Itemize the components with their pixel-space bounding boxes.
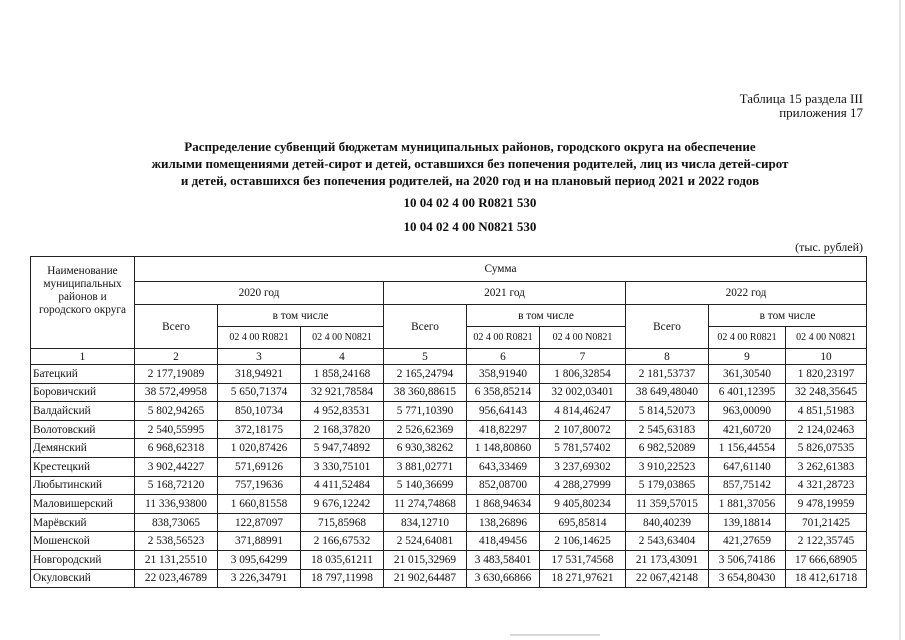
amount-cell: 18 271,97621 [540, 569, 626, 588]
amount-cell: 5 814,52073 [626, 402, 709, 421]
amount-cell: 1 020,87426 [218, 439, 301, 458]
subsidy-table [30, 256, 867, 588]
units-label: (тыс. рублей) [795, 240, 863, 254]
amount-cell: 3 262,61383 [786, 457, 867, 476]
amount-cell: 643,33469 [467, 457, 540, 476]
column-number: 4 [301, 349, 384, 365]
amount-cell: 1 868,94634 [467, 495, 540, 514]
title-line-2: жилыми помещениями детей-сирот и детей, оставшихся без попечения родителей, лиц из числа детей-сирот [151, 156, 789, 171]
amount-cell: 4 814,46247 [540, 402, 626, 421]
scan-artifact [510, 634, 600, 636]
amount-cell: 4 288,27999 [540, 476, 626, 495]
column-number: 6 [467, 349, 540, 365]
amount-cell: 22 067,42148 [626, 569, 709, 588]
header-total-2022: Всего [626, 305, 709, 349]
amount-cell: 21 131,25510 [135, 550, 218, 569]
amount-cell: 2 124,02463 [786, 420, 867, 439]
header-code-n-2020: 02 4 00 N0821 [301, 327, 384, 349]
header-year-2022: 2022 год [626, 282, 867, 305]
column-number: 10 [786, 349, 867, 365]
amount-cell: 122,87097 [218, 513, 301, 532]
amount-cell: 838,73065 [135, 513, 218, 532]
district-name-cell: Маловишерский [31, 495, 135, 514]
amount-cell: 695,85814 [540, 513, 626, 532]
amount-cell: 850,10734 [218, 402, 301, 421]
document-title [90, 138, 850, 189]
amount-cell: 6 358,85214 [467, 383, 540, 402]
amount-cell: 5 781,57402 [540, 439, 626, 458]
amount-cell: 647,61140 [709, 457, 786, 476]
amount-cell: 9 478,19959 [786, 495, 867, 514]
table-row [31, 439, 867, 458]
amount-cell: 418,82297 [467, 420, 540, 439]
amount-cell: 3 226,34791 [218, 569, 301, 588]
amount-cell: 18 797,11998 [301, 569, 384, 588]
table-caption [740, 92, 863, 120]
amount-cell: 32 248,35645 [786, 383, 867, 402]
amount-cell: 2 526,62369 [384, 420, 467, 439]
amount-cell: 3 902,44227 [135, 457, 218, 476]
amount-cell: 2 181,53737 [626, 365, 709, 384]
amount-cell: 17 666,68905 [786, 550, 867, 569]
amount-cell: 3 654,80430 [709, 569, 786, 588]
table-row [31, 420, 867, 439]
header-sum: Сумма [135, 257, 867, 282]
amount-cell: 4 952,83531 [301, 402, 384, 421]
amount-cell: 1 858,24168 [301, 365, 384, 384]
amount-cell: 3 095,64299 [218, 550, 301, 569]
district-name-cell: Марёвский [31, 513, 135, 532]
table-row [31, 476, 867, 495]
amount-cell: 318,94921 [218, 365, 301, 384]
amount-cell: 32 002,03401 [540, 383, 626, 402]
table-row [31, 383, 867, 402]
amount-cell: 1 806,32854 [540, 365, 626, 384]
amount-cell: 6 968,62318 [135, 439, 218, 458]
column-number: 1 [31, 349, 135, 365]
amount-cell: 3 881,02771 [384, 457, 467, 476]
amount-cell: 2 543,63404 [626, 532, 709, 551]
table-row [31, 495, 867, 514]
header-total-2021: Всего [384, 305, 467, 349]
amount-cell: 139,18814 [709, 513, 786, 532]
header-total-2020: Всего [135, 305, 218, 349]
table-row [31, 457, 867, 476]
amount-cell: 5 826,07535 [786, 439, 867, 458]
amount-cell: 840,40239 [626, 513, 709, 532]
amount-cell: 421,27659 [709, 532, 786, 551]
header-including-2021: в том числе [467, 305, 626, 327]
amount-cell: 5 771,10390 [384, 402, 467, 421]
header-code-n-2022: 02 4 00 N0821 [786, 327, 867, 349]
amount-cell: 701,21425 [786, 513, 867, 532]
amount-cell: 372,18175 [218, 420, 301, 439]
caption-line-1: Таблица 15 раздела III [739, 91, 863, 106]
header-year-2020: 2020 год [135, 282, 384, 305]
amount-cell: 852,08700 [467, 476, 540, 495]
amount-cell: 358,91940 [467, 365, 540, 384]
district-name-cell: Новгородский [31, 550, 135, 569]
amount-cell: 857,75142 [709, 476, 786, 495]
district-name-cell: Крестецкий [31, 457, 135, 476]
district-name-cell: Окуловский [31, 569, 135, 588]
amount-cell: 6 930,38262 [384, 439, 467, 458]
amount-cell: 3 483,58401 [467, 550, 540, 569]
amount-cell: 2 122,35745 [786, 532, 867, 551]
table-row [31, 550, 867, 569]
table-row [31, 402, 867, 421]
header-code-r-2020: 02 4 00 R0821 [218, 327, 301, 349]
title-line-1: Распределение субвенций бюджетам муниципальных районов, городского округа на обеспечение [184, 139, 756, 154]
amount-cell: 2 540,55995 [135, 420, 218, 439]
amount-cell: 834,12710 [384, 513, 467, 532]
amount-cell: 2 166,67532 [301, 532, 384, 551]
amount-cell: 18 412,61718 [786, 569, 867, 588]
amount-cell: 2 177,19089 [135, 365, 218, 384]
amount-cell: 956,64143 [467, 402, 540, 421]
district-name-cell: Демянский [31, 439, 135, 458]
amount-cell: 421,60720 [709, 420, 786, 439]
amount-cell: 4 851,51983 [786, 402, 867, 421]
district-name-cell: Боровичский [31, 383, 135, 402]
amount-cell: 38 649,48040 [626, 383, 709, 402]
amount-cell: 5 140,36699 [384, 476, 467, 495]
amount-cell: 21 015,32969 [384, 550, 467, 569]
header-code-r-2022: 02 4 00 R0821 [709, 327, 786, 349]
table-row [31, 365, 867, 384]
amount-cell: 38 572,49958 [135, 383, 218, 402]
amount-cell: 3 237,69302 [540, 457, 626, 476]
header-code-n-2021: 02 4 00 N0821 [540, 327, 626, 349]
column-number: 7 [540, 349, 626, 365]
district-name-cell: Мошенской [31, 532, 135, 551]
amount-cell: 21 902,64487 [384, 569, 467, 588]
amount-cell: 1 148,80860 [467, 439, 540, 458]
amount-cell: 757,19636 [218, 476, 301, 495]
budget-code-1: 10 04 02 4 00 R0821 530 [403, 195, 537, 210]
column-number: 3 [218, 349, 301, 365]
amount-cell: 5 168,72120 [135, 476, 218, 495]
amount-cell: 4 411,52484 [301, 476, 384, 495]
amount-cell: 418,49456 [467, 532, 540, 551]
amount-cell: 6 982,52089 [626, 439, 709, 458]
amount-cell: 371,88991 [218, 532, 301, 551]
amount-cell: 1 660,81558 [218, 495, 301, 514]
amount-cell: 1 156,44554 [709, 439, 786, 458]
amount-cell: 1 820,23197 [786, 365, 867, 384]
amount-cell: 5 947,74892 [301, 439, 384, 458]
amount-cell: 963,00090 [709, 402, 786, 421]
amount-cell: 2 107,80072 [540, 420, 626, 439]
table-row [31, 513, 867, 532]
amount-cell: 3 330,75101 [301, 457, 384, 476]
amount-cell: 9 676,12242 [301, 495, 384, 514]
district-name-cell: Волотовский [31, 420, 135, 439]
header-including-2022: в том числе [709, 305, 867, 327]
amount-cell: 5 179,03865 [626, 476, 709, 495]
amount-cell: 32 921,78584 [301, 383, 384, 402]
title-line-3: и детей, оставшихся без попечения родителей, на 2020 год и на плановый период 2021 и 2022 годов [180, 173, 760, 188]
amount-cell: 17 531,74568 [540, 550, 626, 569]
amount-cell: 11 336,93800 [135, 495, 218, 514]
table-row [31, 532, 867, 551]
amount-cell: 1 881,37056 [709, 495, 786, 514]
amount-cell: 18 035,61211 [301, 550, 384, 569]
amount-cell: 715,85968 [301, 513, 384, 532]
amount-cell: 5 650,71374 [218, 383, 301, 402]
table-body [31, 365, 867, 588]
district-name-cell: Валдайский [31, 402, 135, 421]
amount-cell: 4 321,28723 [786, 476, 867, 495]
amount-cell: 21 173,43091 [626, 550, 709, 569]
header-year-2021: 2021 год [384, 282, 626, 305]
amount-cell: 2 165,24794 [384, 365, 467, 384]
header-including-2020: в том числе [218, 305, 384, 327]
column-number: 9 [709, 349, 786, 365]
amount-cell: 3 910,22523 [626, 457, 709, 476]
header-name: Наименование муниципальных районов и городского округа [31, 257, 135, 349]
column-number: 8 [626, 349, 709, 365]
budget-code-2: 10 04 02 4 00 N0821 530 [403, 219, 537, 234]
amount-cell: 22 023,46789 [135, 569, 218, 588]
amount-cell: 3 630,66866 [467, 569, 540, 588]
column-numbers-row [31, 349, 867, 365]
district-name-cell: Любытинский [31, 476, 135, 495]
amount-cell: 571,69126 [218, 457, 301, 476]
table-row [31, 569, 867, 588]
district-name-cell: Батецкий [31, 365, 135, 384]
amount-cell: 11 359,57015 [626, 495, 709, 514]
amount-cell: 2 168,37820 [301, 420, 384, 439]
amount-cell: 5 802,94265 [135, 402, 218, 421]
amount-cell: 9 405,80234 [540, 495, 626, 514]
amount-cell: 361,30540 [709, 365, 786, 384]
amount-cell: 3 506,74186 [709, 550, 786, 569]
amount-cell: 11 274,74868 [384, 495, 467, 514]
amount-cell: 2 538,56523 [135, 532, 218, 551]
amount-cell: 2 524,64081 [384, 532, 467, 551]
column-number: 5 [384, 349, 467, 365]
column-number: 2 [135, 349, 218, 365]
caption-line-2: приложения 17 [779, 105, 863, 120]
header-code-r-2021: 02 4 00 R0821 [467, 327, 540, 349]
amount-cell: 6 401,12395 [709, 383, 786, 402]
amount-cell: 38 360,88615 [384, 383, 467, 402]
amount-cell: 2 545,63183 [626, 420, 709, 439]
amount-cell: 138,26896 [467, 513, 540, 532]
amount-cell: 2 106,14625 [540, 532, 626, 551]
page-edge [899, 0, 901, 640]
